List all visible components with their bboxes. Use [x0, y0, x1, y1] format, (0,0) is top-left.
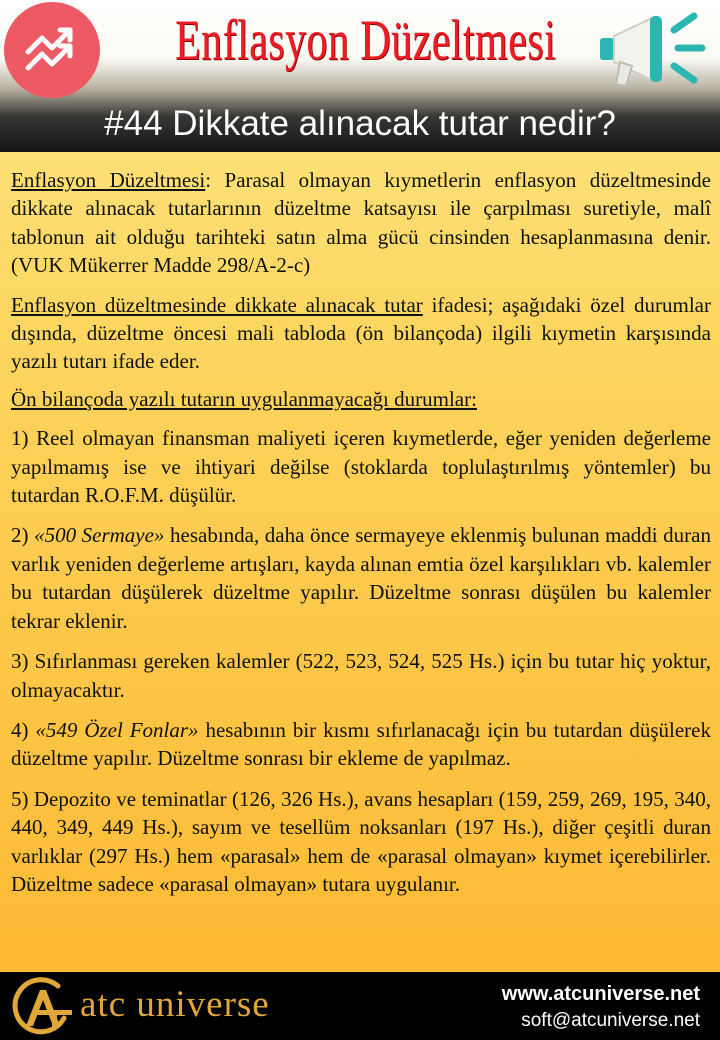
definition-paragraph [11, 166, 711, 280]
trend-up-icon [4, 2, 100, 98]
amount-paragraph [11, 291, 711, 376]
account-500-label: «500 Sermaye» [34, 523, 165, 548]
exception-item-1: 1) Reel olmayan finansman maliyeti içeren kıymetlerde, eğer yeniden değerleme yapılmamış ise ve ihtiyari değilse (stoklarda toplulaştırılmış yöntemler) bu tutardan R.O.F.M. düşülür. [11, 426, 711, 508]
exception-item-4: 4) «549 Özel Fonlar» hesabının bir kısmı sıfırlanacağı için bu tutardan düşülerek düzeltme yapılır. Düzeltme sonrası bir ekleme de yapılmaz. [11, 717, 711, 771]
amount-term: Enflasyon düzeltmesinde dikkate alınacak tutar [11, 292, 423, 317]
page-subtitle: #44 Dikkate alınacak tutar nedir? [104, 104, 616, 143]
article-body [11, 166, 711, 910]
website-link[interactable]: www.atcuniverse.net [501, 983, 700, 1005]
brand-name: atc universe [80, 984, 270, 1025]
megaphone-icon [596, 8, 706, 92]
exception-item-2: 2) «500 Sermaye» hesabında, daha önce sermayeye eklenmiş bulunan maddi duran varlık yeniden değerleme artışları, kayda alınan emtia özel karşılıkları vb. kalemler bu tutardan düşülerek düzeltme yapılır. Düzeltme sonrası düşülen bu kalemler tekrar eklenir. [11, 523, 711, 633]
contact-info [400, 980, 700, 1034]
email-link[interactable]: soft@atcuniverse.net [521, 1010, 700, 1031]
exception-item-5: 5) Depozito ve teminatlar (126, 326 Hs.), avans hesapları (159, 259, 269, 195, 340, 440, 349, 449 Hs.), sayım ve tesellüm noksanları (197 Hs.), diğer çeşitli duran varlıklar (297 Hs.) hem «parasal» hem de «parasal olmayan» kıymet içerebilirler. Düzeltme sadece «parasal olmayan» tutara uygulanır. [11, 786, 711, 896]
exceptions-heading: Ön bilançoda yazılı tutarın uygulanmayacağı durumlar: [11, 386, 477, 411]
atc-logo-icon [8, 972, 80, 1040]
definition-term: Enflasyon Düzeltmesi [11, 168, 206, 192]
account-549-label: «549 Özel Fonlar» [35, 717, 199, 742]
page-title: Enflasyon Düzeltmesi [175, 9, 557, 72]
header-banner [0, 0, 720, 152]
amount-text: ifadesi; aşağıdaki özel durumlar dışında, düzeltme öncesi mali tabloda (ön bilançoda) ilgili kıymetin karşısında yazılı tutarı ifade eder. [11, 292, 711, 374]
exception-item-3: 3) Sıfırlanması gereken kalemler (522, 523, 524, 525 Hs.) için bu tutar hiç yoktur, olmayacaktır. [11, 649, 711, 702]
footer-bar [0, 972, 720, 1040]
definition-text: : Parasal olmayan kıymetlerin enflasyon düzeltmesinde dikkate alınacak tutarlarının düzeltme katsayısı ile çarpılması suretiyle, malî tablonun ait olduğu tarihteki satın alma gücü cinsinden hesaplanmasına denir. (VUK Mükerrer Madde 298/A-2-c) [11, 168, 711, 278]
